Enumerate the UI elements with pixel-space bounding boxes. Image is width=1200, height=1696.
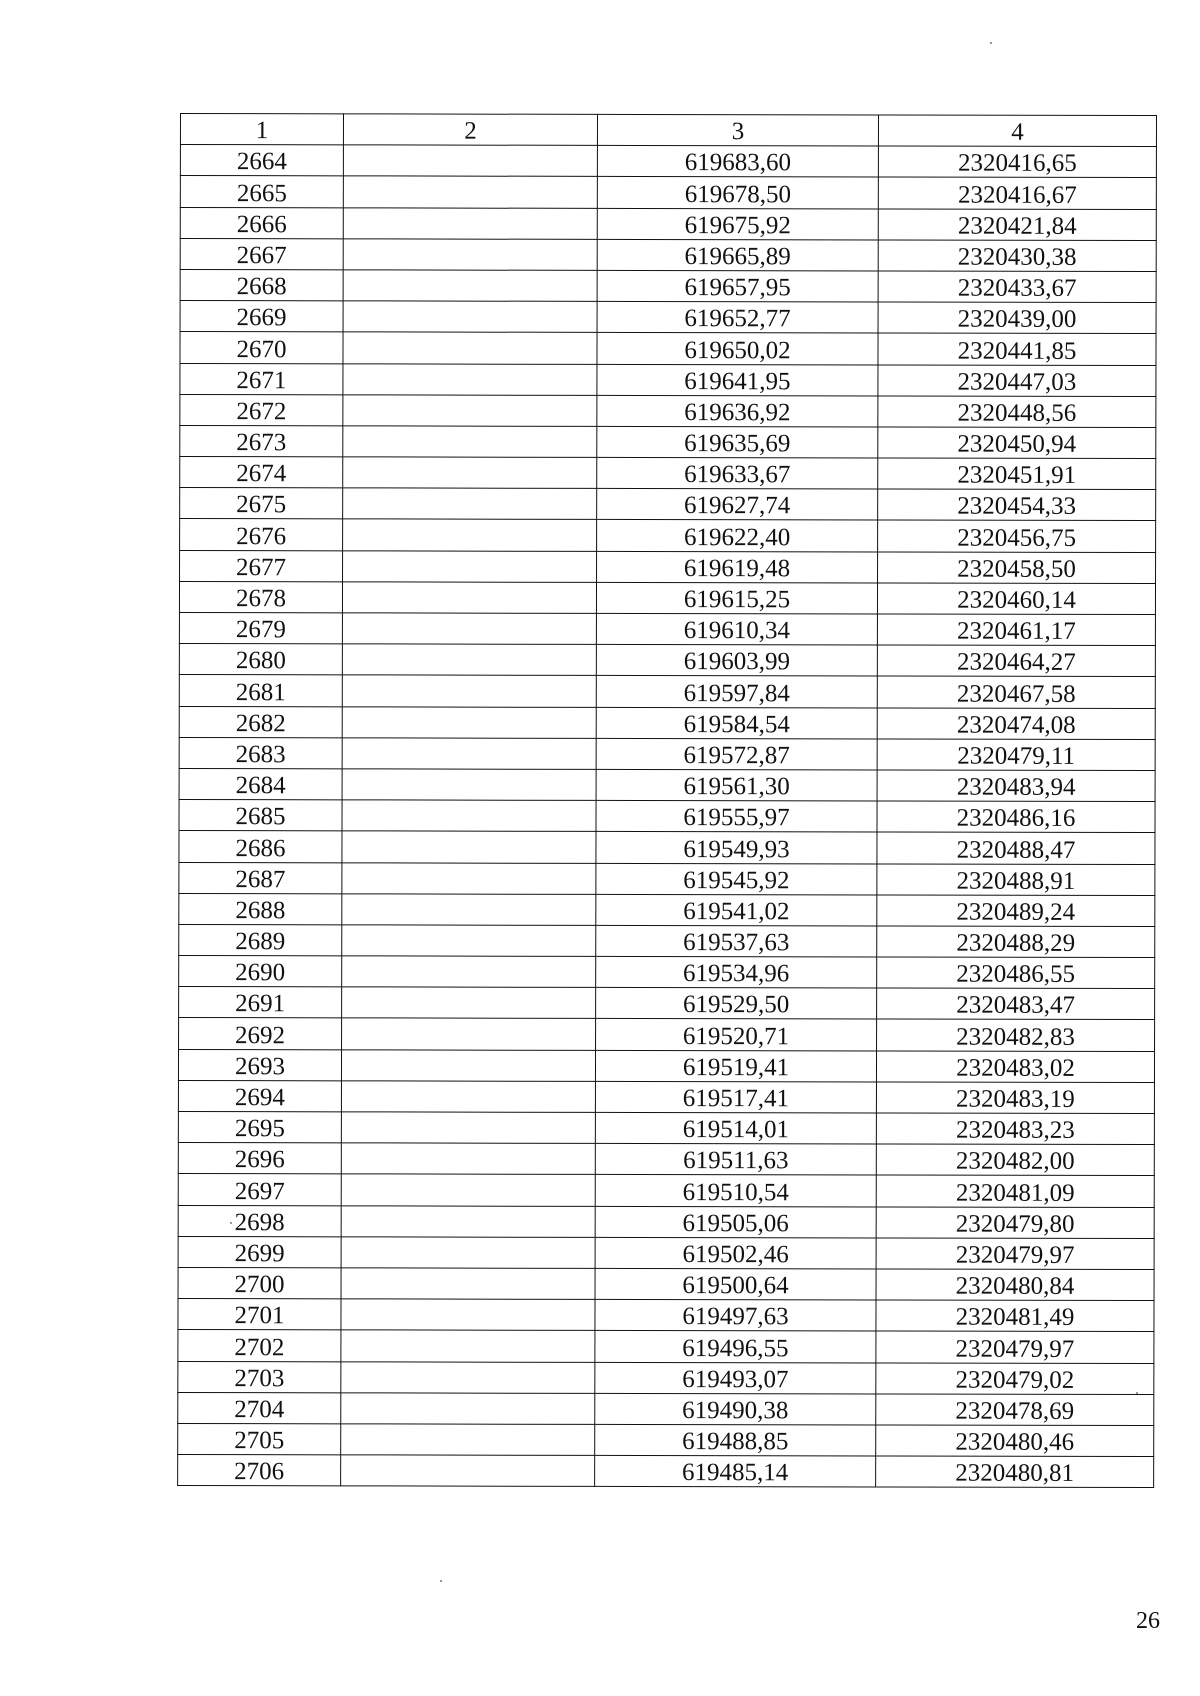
cell-column-2 [341, 1143, 595, 1175]
cell-x-coordinate: 619615,25 [596, 582, 877, 614]
cell-y-coordinate: 2320482,00 [876, 1144, 1154, 1176]
cell-x-coordinate: 619635,69 [597, 426, 878, 458]
cell-column-2 [342, 738, 596, 770]
table-row [178, 1205, 1154, 1238]
cell-column-2 [343, 270, 597, 302]
cell-x-coordinate: 619493,07 [595, 1362, 876, 1394]
table-row [179, 706, 1155, 739]
cell-point-number: 2670 [180, 332, 343, 364]
cell-point-number: 2697 [178, 1174, 341, 1206]
cell-point-number: 2694 [178, 1080, 341, 1112]
cell-x-coordinate: 619650,02 [597, 333, 878, 365]
cell-x-coordinate: 619572,87 [596, 738, 877, 770]
cell-x-coordinate: 619510,54 [595, 1175, 876, 1207]
table-row [178, 1111, 1154, 1144]
cell-x-coordinate: 619502,46 [595, 1237, 876, 1269]
table-row [178, 1455, 1154, 1488]
table-row [178, 1330, 1154, 1363]
cell-column-2 [341, 1299, 595, 1331]
cell-x-coordinate: 619496,55 [595, 1331, 876, 1363]
cell-x-coordinate: 619497,63 [595, 1299, 876, 1331]
cell-y-coordinate: 2320482,83 [877, 1019, 1155, 1051]
cell-column-2 [341, 1268, 595, 1300]
cell-column-2 [341, 1330, 595, 1362]
table-row [179, 987, 1155, 1020]
cell-column-2 [343, 519, 597, 551]
cell-point-number: 2705 [178, 1423, 341, 1455]
cell-x-coordinate: 619652,77 [597, 301, 878, 333]
cell-column-2 [343, 426, 597, 458]
cell-column-2 [343, 332, 597, 364]
cell-point-number: 2698 [178, 1205, 341, 1237]
cell-y-coordinate: 2320456,75 [878, 520, 1156, 552]
cell-y-coordinate: 2320464,27 [877, 645, 1155, 677]
cell-y-coordinate: 2320489,24 [877, 895, 1155, 927]
cell-column-2 [342, 894, 596, 926]
cell-y-coordinate: 2320479,80 [876, 1207, 1154, 1239]
cell-column-2 [343, 363, 597, 395]
table-row [178, 1267, 1154, 1300]
cell-x-coordinate: 619505,06 [595, 1206, 876, 1238]
table-row [179, 893, 1155, 926]
cell-point-number: 2674 [180, 457, 343, 489]
cell-column-2 [342, 644, 596, 676]
cell-x-coordinate: 619683,60 [597, 146, 878, 178]
table-row [179, 800, 1155, 833]
cell-y-coordinate: 2320479,11 [877, 739, 1155, 771]
cell-y-coordinate: 2320461,17 [877, 614, 1155, 646]
table-row [180, 363, 1156, 396]
cell-point-number: 2701 [178, 1299, 341, 1331]
cell-column-2 [341, 1174, 595, 1206]
cell-y-coordinate: 2320480,81 [876, 1456, 1154, 1488]
cell-point-number: 2693 [178, 1049, 341, 1081]
scan-speck [990, 42, 992, 44]
cell-x-coordinate: 619517,41 [595, 1081, 876, 1113]
table-row [180, 269, 1156, 302]
cell-column-2 [342, 582, 596, 614]
cell-point-number: 2691 [179, 987, 342, 1019]
cell-y-coordinate: 2320416,67 [878, 177, 1156, 209]
cell-x-coordinate: 619622,40 [597, 520, 878, 552]
cell-y-coordinate: 2320488,91 [877, 863, 1155, 895]
table-row [179, 612, 1155, 645]
cell-column-2 [341, 1205, 595, 1237]
cell-point-number: 2695 [178, 1111, 341, 1143]
cell-column-2 [343, 550, 597, 582]
table-row [180, 550, 1156, 583]
cell-x-coordinate: 619555,97 [596, 800, 877, 832]
table-row [179, 862, 1155, 895]
cell-y-coordinate: 2320483,19 [876, 1082, 1154, 1114]
cell-point-number: 2702 [178, 1330, 341, 1362]
cell-point-number: 2703 [178, 1361, 341, 1393]
table-row [178, 1361, 1154, 1394]
cell-column-2 [342, 675, 596, 707]
cell-x-coordinate: 619675,92 [597, 208, 878, 240]
cell-y-coordinate: 2320474,08 [877, 708, 1155, 740]
cell-x-coordinate: 619657,95 [597, 270, 878, 302]
cell-y-coordinate: 2320478,69 [876, 1394, 1154, 1426]
cell-point-number: 2685 [179, 800, 342, 832]
page-number: 26 [1136, 1608, 1160, 1634]
column-header-x-coordinate: 3 [597, 114, 878, 146]
table-header-row [180, 114, 1156, 147]
cell-column-2 [342, 706, 596, 738]
table-row [178, 1392, 1154, 1425]
cell-x-coordinate: 619597,84 [596, 676, 877, 708]
table-row [179, 831, 1155, 864]
cell-y-coordinate: 2320467,58 [877, 676, 1155, 708]
cell-column-2 [341, 1455, 595, 1487]
cell-point-number: 2706 [178, 1455, 341, 1487]
table-row [180, 457, 1156, 490]
cell-y-coordinate: 2320481,49 [876, 1300, 1154, 1332]
cell-y-coordinate: 2320450,94 [878, 427, 1156, 459]
cell-x-coordinate: 619678,50 [597, 177, 878, 209]
column-header-point-number: 1 [180, 114, 343, 146]
cell-column-2 [343, 488, 597, 520]
cell-y-coordinate: 2320439,00 [878, 302, 1156, 334]
cell-point-number: 2669 [180, 301, 343, 333]
cell-column-2 [341, 1049, 595, 1081]
cell-y-coordinate: 2320430,38 [878, 240, 1156, 272]
cell-x-coordinate: 619537,63 [596, 925, 877, 957]
table-row [179, 737, 1155, 770]
cell-y-coordinate: 2320483,23 [876, 1113, 1154, 1145]
cell-y-coordinate: 2320481,09 [876, 1175, 1154, 1207]
cell-y-coordinate: 2320479,97 [876, 1238, 1154, 1270]
cell-y-coordinate: 2320460,14 [877, 583, 1155, 615]
cell-column-2 [341, 1424, 595, 1456]
cell-column-2 [342, 831, 596, 863]
coordinates-table [177, 113, 1157, 1488]
cell-x-coordinate: 619627,74 [597, 489, 878, 521]
cell-x-coordinate: 619633,67 [597, 457, 878, 489]
cell-x-coordinate: 619485,14 [595, 1455, 876, 1487]
cell-x-coordinate: 619545,92 [596, 863, 877, 895]
table-row [178, 1236, 1154, 1269]
cell-column-2 [343, 176, 597, 208]
table-row [179, 675, 1155, 708]
cell-column-2 [342, 1018, 596, 1050]
cell-column-2 [341, 1112, 595, 1144]
cell-column-2 [341, 1081, 595, 1113]
cell-point-number: 2688 [179, 893, 342, 925]
table-row [180, 207, 1156, 240]
cell-x-coordinate: 619636,92 [597, 395, 878, 427]
cell-point-number: 2682 [179, 706, 342, 738]
cell-y-coordinate: 2320483,02 [876, 1051, 1154, 1083]
cell-point-number: 2668 [180, 269, 343, 301]
table-row [178, 1143, 1154, 1176]
cell-column-2 [341, 1393, 595, 1425]
column-header-y-coordinate: 4 [878, 115, 1156, 147]
cell-point-number: 2678 [179, 581, 342, 613]
cell-x-coordinate: 619641,95 [597, 364, 878, 396]
cell-column-2 [342, 800, 596, 832]
table-row [179, 581, 1155, 614]
cell-point-number: 2667 [180, 238, 343, 270]
cell-y-coordinate: 2320448,56 [878, 396, 1156, 428]
cell-column-2 [343, 207, 597, 239]
cell-column-2 [342, 987, 596, 1019]
cell-point-number: 2675 [180, 488, 343, 520]
cell-column-2 [342, 925, 596, 957]
cell-point-number: 2681 [179, 675, 342, 707]
cell-point-number: 2699 [178, 1236, 341, 1268]
cell-point-number: 2690 [179, 956, 342, 988]
cell-point-number: 2664 [180, 145, 343, 177]
cell-y-coordinate: 2320416,65 [878, 146, 1156, 178]
cell-y-coordinate: 2320486,16 [877, 801, 1155, 833]
cell-x-coordinate: 619584,54 [596, 707, 877, 739]
cell-y-coordinate: 2320488,47 [877, 832, 1155, 864]
table-row [179, 768, 1155, 801]
table-row [179, 924, 1155, 957]
table-row [180, 301, 1156, 334]
cell-y-coordinate: 2320447,03 [878, 364, 1156, 396]
cell-point-number: 2680 [179, 644, 342, 676]
cell-column-2 [343, 395, 597, 427]
cell-column-2 [341, 1237, 595, 1269]
table-row [180, 425, 1156, 458]
table-row [180, 332, 1156, 365]
table-row [180, 176, 1156, 209]
cell-y-coordinate: 2320433,67 [878, 271, 1156, 303]
table-row [180, 488, 1156, 521]
cell-y-coordinate: 2320483,94 [877, 770, 1155, 802]
cell-y-coordinate: 2320486,55 [877, 957, 1155, 989]
cell-x-coordinate: 619561,30 [596, 769, 877, 801]
table-row [180, 238, 1156, 271]
table-row [180, 145, 1156, 178]
cell-point-number: 2671 [180, 363, 343, 395]
cell-x-coordinate: 619529,50 [596, 988, 877, 1020]
cell-point-number: 2665 [180, 176, 343, 208]
cell-y-coordinate: 2320451,91 [878, 458, 1156, 490]
cell-column-2 [343, 239, 597, 271]
cell-y-coordinate: 2320488,29 [877, 926, 1155, 958]
cell-column-2 [342, 613, 596, 645]
cell-y-coordinate: 2320421,84 [878, 209, 1156, 241]
cell-point-number: 2689 [179, 924, 342, 956]
table-row [178, 1049, 1154, 1082]
cell-x-coordinate: 619541,02 [596, 894, 877, 926]
cell-column-2 [342, 769, 596, 801]
cell-point-number: 2672 [180, 394, 343, 426]
cell-point-number: 2696 [178, 1143, 341, 1175]
cell-x-coordinate: 619549,93 [596, 832, 877, 864]
cell-column-2 [343, 301, 597, 333]
cell-x-coordinate: 619500,64 [595, 1268, 876, 1300]
cell-y-coordinate: 2320441,85 [878, 333, 1156, 365]
cell-point-number: 2679 [179, 612, 342, 644]
cell-point-number: 2692 [179, 1018, 342, 1050]
cell-point-number: 2687 [179, 862, 342, 894]
cell-column-2 [343, 145, 597, 177]
table-row [178, 1174, 1154, 1207]
cell-point-number: 2666 [180, 207, 343, 239]
cell-x-coordinate: 619511,63 [595, 1144, 876, 1176]
cell-x-coordinate: 619619,48 [597, 551, 878, 583]
table-row [179, 956, 1155, 989]
table-row [179, 1018, 1155, 1051]
cell-point-number: 2704 [178, 1392, 341, 1424]
cell-y-coordinate: 2320479,97 [876, 1331, 1154, 1363]
table-row [180, 519, 1156, 552]
cell-point-number: 2683 [179, 737, 342, 769]
table-row [178, 1423, 1154, 1456]
cell-x-coordinate: 619534,96 [596, 956, 877, 988]
cell-column-2 [341, 1361, 595, 1393]
scan-speck [440, 1580, 442, 1582]
cell-x-coordinate: 619519,41 [595, 1050, 876, 1082]
cell-x-coordinate: 619610,34 [596, 613, 877, 645]
cell-x-coordinate: 619665,89 [597, 239, 878, 271]
table-body [178, 145, 1157, 1488]
cell-column-2 [343, 457, 597, 489]
cell-x-coordinate: 619490,38 [595, 1393, 876, 1425]
cell-point-number: 2686 [179, 831, 342, 863]
cell-column-2 [342, 862, 596, 894]
cell-x-coordinate: 619514,01 [595, 1112, 876, 1144]
cell-y-coordinate: 2320483,47 [877, 988, 1155, 1020]
cell-y-coordinate: 2320458,50 [878, 552, 1156, 584]
cell-point-number: 2684 [179, 768, 342, 800]
cell-y-coordinate: 2320454,33 [878, 489, 1156, 521]
cell-point-number: 2677 [180, 550, 343, 582]
cell-point-number: 2700 [178, 1267, 341, 1299]
table-row [180, 394, 1156, 427]
cell-x-coordinate: 619520,71 [596, 1019, 877, 1051]
table-row [178, 1299, 1154, 1332]
cell-x-coordinate: 619603,99 [596, 645, 877, 677]
cell-y-coordinate: 2320479,02 [876, 1362, 1154, 1394]
cell-y-coordinate: 2320480,84 [876, 1269, 1154, 1301]
cell-x-coordinate: 619488,85 [595, 1424, 876, 1456]
cell-point-number: 2676 [180, 519, 343, 551]
cell-column-2 [342, 956, 596, 988]
table-row [179, 644, 1155, 677]
cell-point-number: 2673 [180, 425, 343, 457]
table-row [178, 1080, 1154, 1113]
cell-y-coordinate: 2320480,46 [876, 1425, 1154, 1457]
column-header-2: 2 [343, 114, 597, 146]
